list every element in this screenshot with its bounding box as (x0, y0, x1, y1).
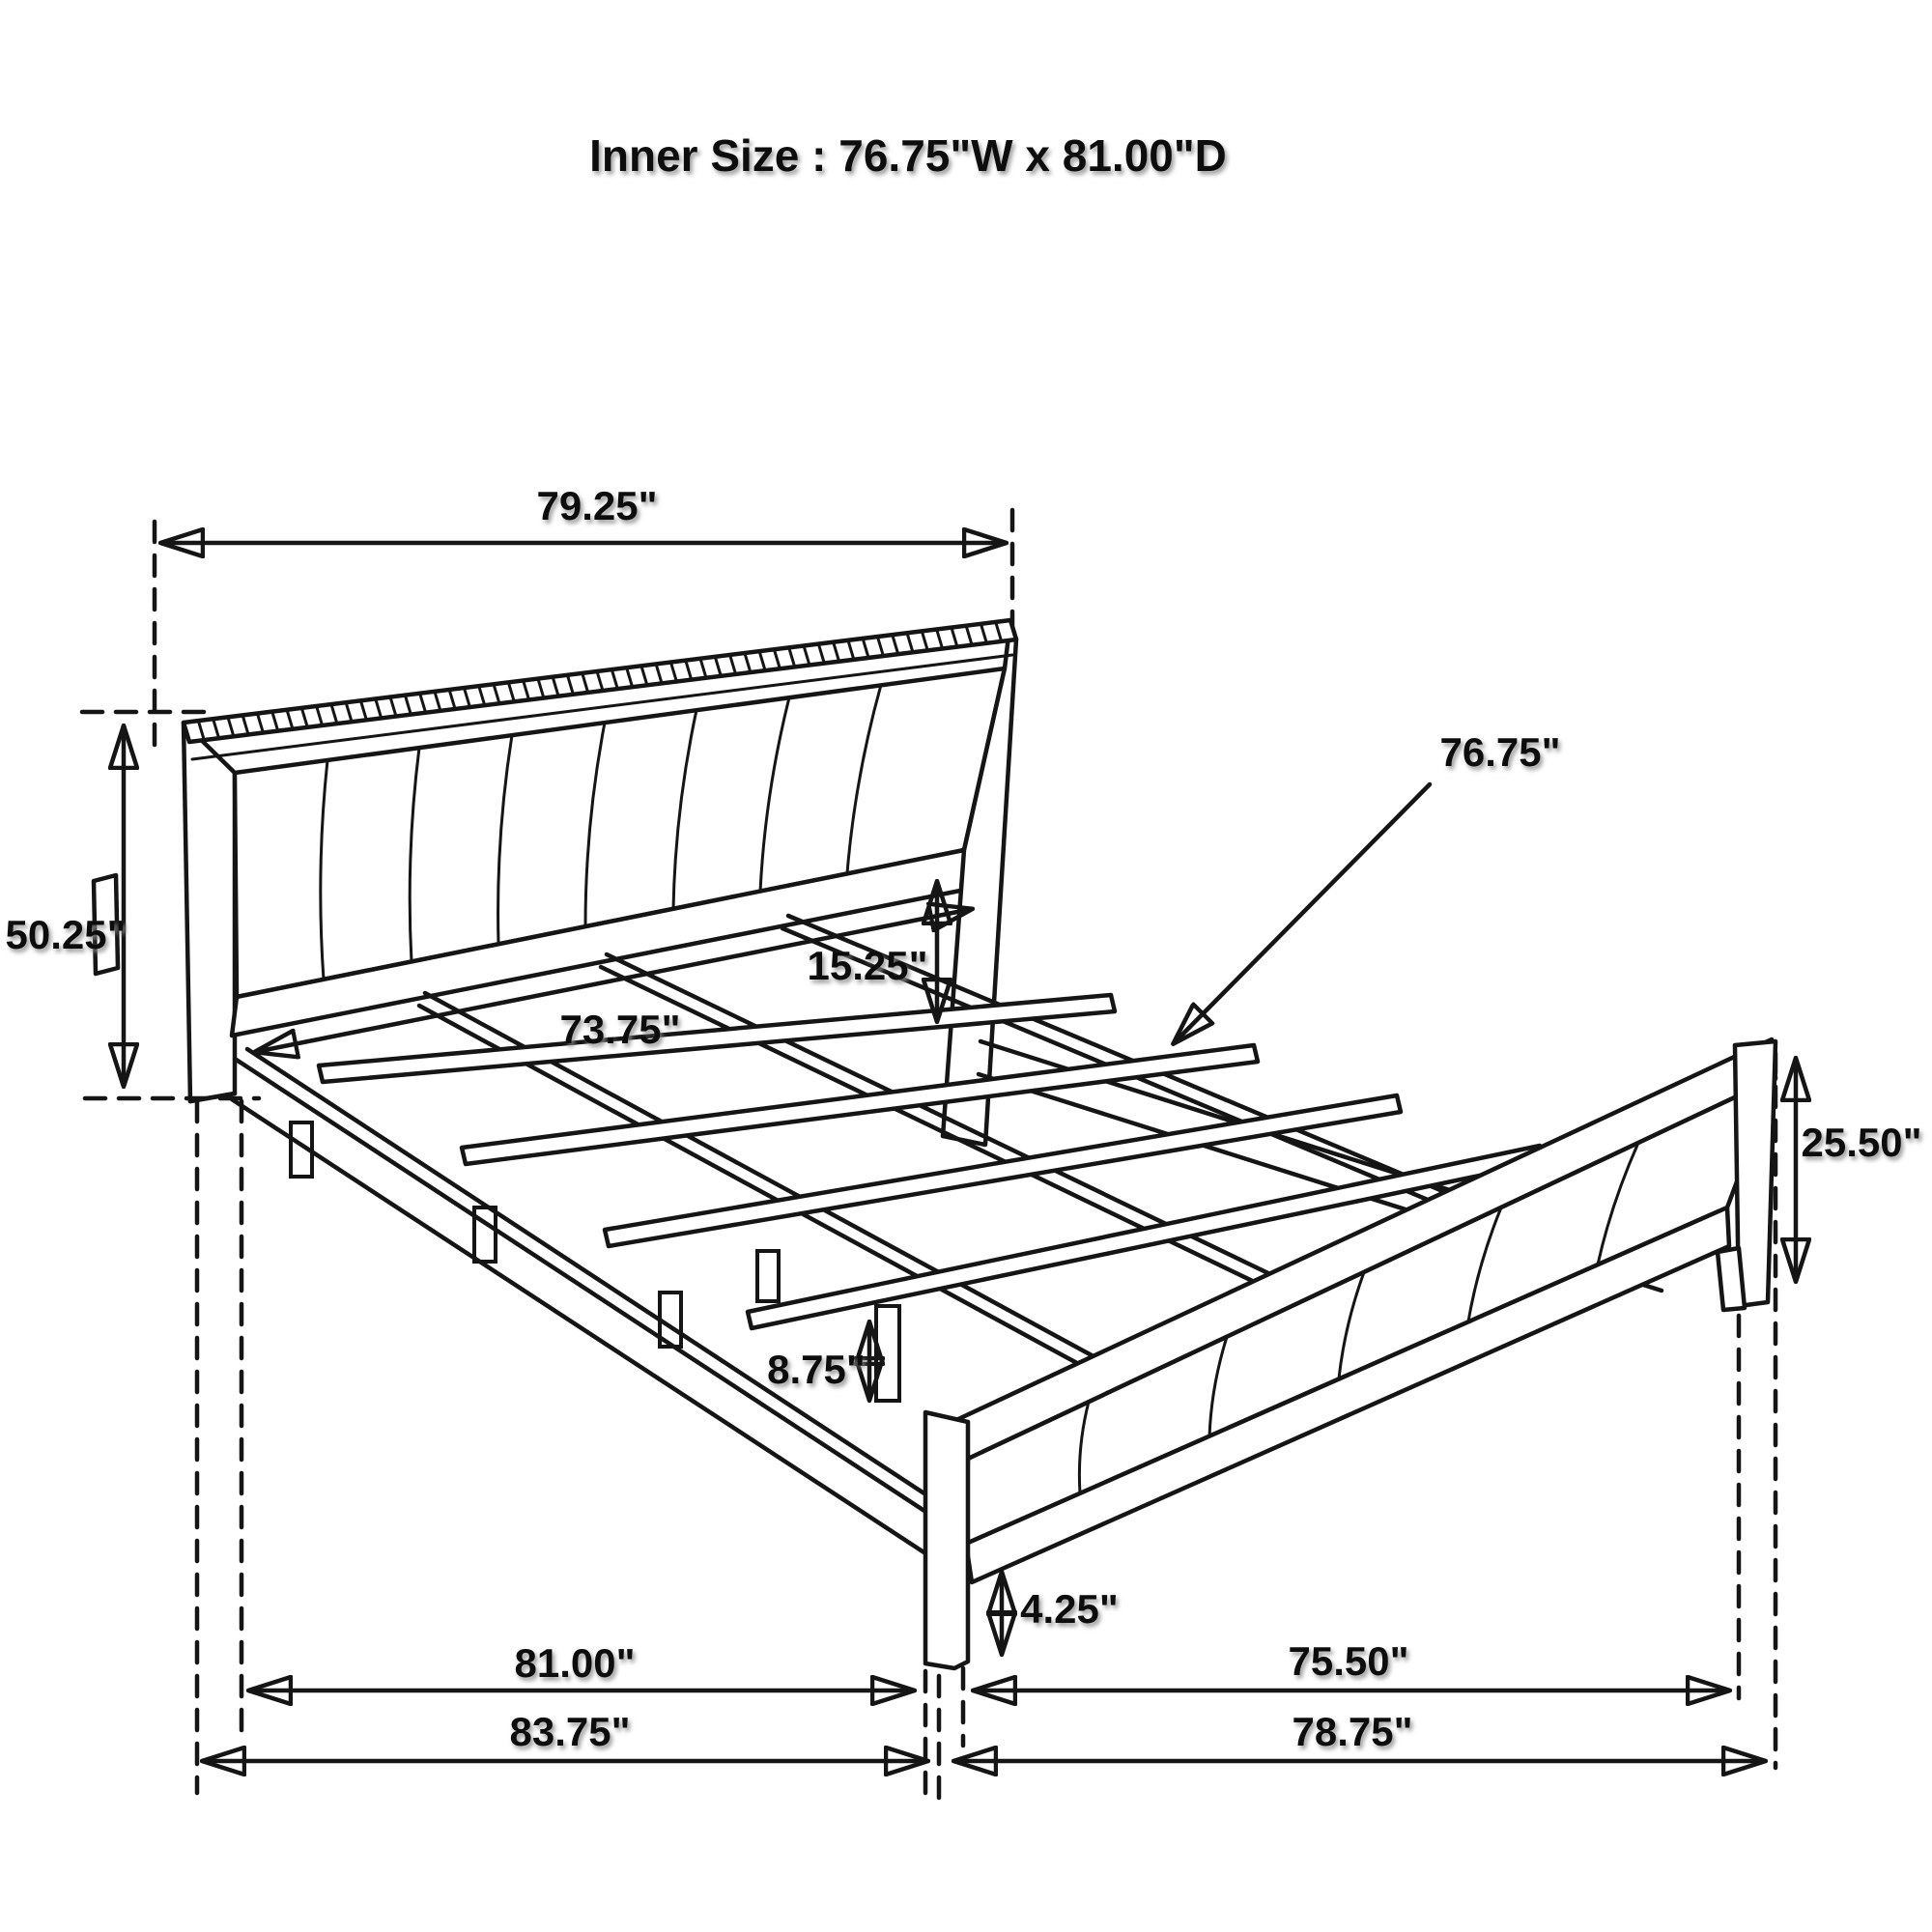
dim-label-75-50: 75.50" (1288, 1638, 1409, 1684)
dim-label-4-25: 4.25" (1020, 1586, 1119, 1632)
support-leg-measured (876, 1306, 899, 1401)
footboard (925, 1039, 1776, 1668)
near-side-rail-top (235, 1059, 927, 1513)
leader-line-76-75 (1174, 784, 1430, 1043)
dim-label-8-75: 8.75" (767, 1347, 866, 1392)
support-leg (757, 1251, 779, 1301)
footboard-back-right-foot (1718, 1248, 1745, 1310)
dim-label-15-25: 15.25" (807, 943, 928, 988)
dim-label-76-75: 76.75" (1439, 729, 1561, 775)
dim-label-50-25: 50.25" (5, 912, 127, 957)
headboard-left-stile (184, 723, 235, 1101)
dim-label-79-25: 79.25" (536, 483, 658, 528)
diagram-title: Inner Size : 76.75"W x 81.00"D (589, 130, 1227, 181)
footboard-front-left-leg (925, 1412, 968, 1668)
dim-label-81-00: 81.00" (514, 1640, 636, 1686)
dim-label-25-50: 25.50" (1801, 1120, 1922, 1165)
dim-label-83-75: 83.75" (509, 1709, 631, 1754)
near-side-rail-bottom (232, 1099, 925, 1553)
dim-label-78-75: 78.75" (1292, 1709, 1413, 1754)
dim-label-73-75: 73.75" (559, 1007, 681, 1052)
